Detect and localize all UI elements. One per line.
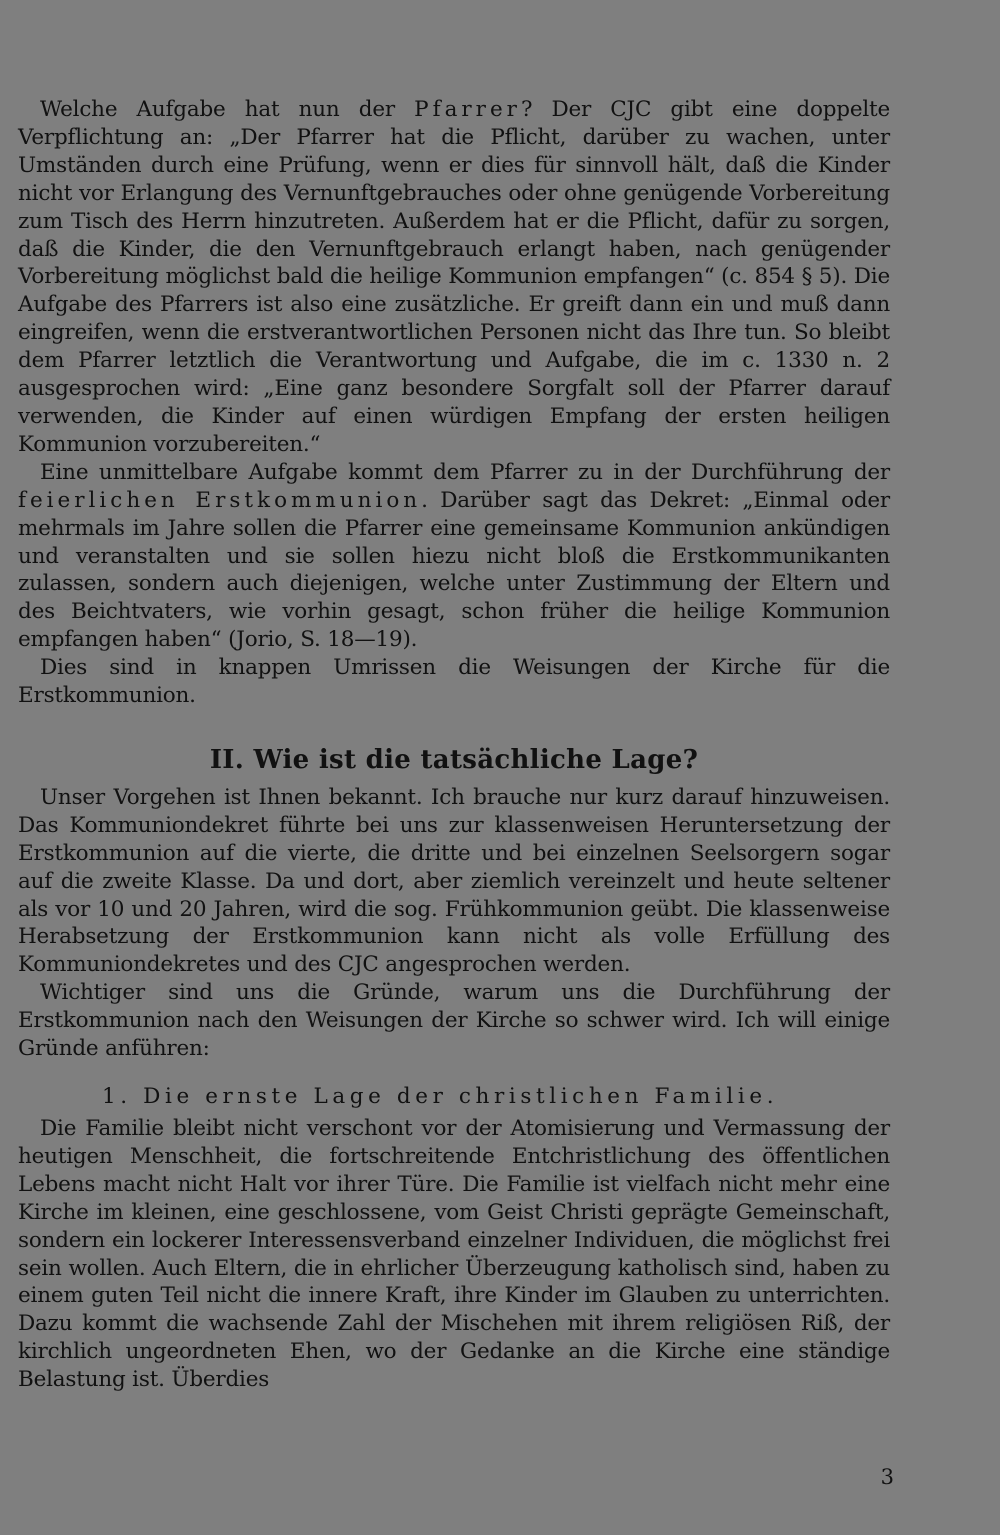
page-number: 3 <box>880 1465 894 1489</box>
section-heading: II. Wie ist die tatsächliche Lage? <box>209 744 699 775</box>
paragraph-reasons-intro: Wichtiger sind uns die Gründe, warum uns die Durchführung der Erstkommunion nach den Weisungen der Kirche so schwer wird. Ich will einige Gründe anführen: <box>18 980 890 1062</box>
paragraph-family-situation: Die Familie bleibt nicht verschont vor der Atomisierung und Vermassung der heutigen Menschheit, die fortschreitende Entchristlichung des öffentlichen Lebens macht nicht Halt vor ihrer Türe. Die Familie ist vielfach nicht mehr eine Kirche im kleinen, eine geschlossene, vom Geist Christi geprägte Gemeinschaft, sondern ein lockerer Interessensverband einzelner Individuen, die möglichst frei sein wollen. Auch Eltern, die in ehrlicher Überzeugung katholisch sind, haben zu einem guten Teil nicht die innere Kraft, ihre Kinder im Glauben zu unterrichten. Dazu kommt die wachsende Zahl der Mischehen mit ihrem religiösen Riß, der kirchlich ungeordneten Ehen, wo der Gedanke an die Kirche eine ständige Belastung ist. Überdies <box>18 1116 890 1393</box>
paragraph-summary <box>18 654 890 710</box>
paragraph-pfarrer-duty <box>18 96 890 459</box>
page-content <box>18 96 890 1394</box>
paragraph-text: . Darüber sagt das Dekret: „Einmal oder mehrmals im Jahre sollen die Pfarrer eine gemeinsame Kommunion ankündigen und veranstalten und sie sollen hiezu nicht bloß die Erstkommunikanten zulassen, sondern auch diejenigen, welche unter Zustimmung der Eltern und des Beichtvaters, wie vorhin gesagt, schon früher die heilige Kommunion empfangen haben“ (Jorio, S. 18—19). <box>18 487 890 653</box>
paragraph-text: Eine unmittelbare Aufgabe kommt dem Pfarrer zu in der Durchführung der <box>40 459 890 485</box>
paragraph-text: ? Der CJC gibt eine doppelte Verpflichtung an: „Der Pfarrer hat die Pflicht, darüber zu wachen, unter Umständen durch eine Prüfung, wenn er dies für sinnvoll hält, daß die Kinder nicht vor Erlangung des Vernunftgebrauches oder ohne genügende Vorbereitung zum Tisch des Herrn hinzutreten. Außerdem hat er die Pflicht, dafür zu sorgen, daß die Kinder, die den Vernunftgebrauch erlangt haben, nach genügender Vorbereitung möglichst bald die heilige Kommunion empfangen“ (c. 854 § 5). Die Aufgabe des Pfarrers ist also eine zusätzliche. Er greift dann ein und muß dann eingreifen, wenn die erstverantwortlichen Personen nicht das Ihre tun. So bleibt dem Pfarrer letztlich die Verantwortung und Aufgabe, die im c. 1330 n. 2 ausgesprochen wird: „Eine ganz besondere Sorgfalt soll der Pfarrer darauf verwenden, die Kinder auf einen würdigen Empfang der ersten heiligen Kommunion vorzubereiten.“ <box>18 97 891 457</box>
paragraph-current-practice: Unser Vorgehen ist Ihnen bekannt. Ich brauche nur kurz darauf hinzuweisen. Das Kommuniondekret führte bei uns zur klassenweisen Heruntersetzung der Erstkommunion auf die vierte, die dritte und bei einzelnen Seelsorgern sogar auf die zweite Klasse. Da und dort, aber ziemlich vereinzelt und heute seltener als vor 10 und 20 Jahren, wird die sog. Frühkommunion geübt. Die klassenweise Herabsetzung der Erstkommunion kann nicht als volle Erfüllung des Kommuniondekretes und des CJC angesprochen werden. <box>18 784 890 978</box>
emphasized-term: Pfarrer <box>414 97 521 122</box>
emphasized-term: feierlichen Erstkommunion <box>18 487 422 513</box>
paragraph-text: Dies sind in knappen Umrissen die Weisungen der Kirche für die Erstkommunion. <box>18 655 890 709</box>
paragraph-text: Welche Aufgabe hat nun der <box>40 97 415 122</box>
subsection-heading: 1. Die ernste Lage der christlichen Familie. <box>102 1084 779 1109</box>
paragraph-first-communion-ceremony <box>18 459 890 654</box>
